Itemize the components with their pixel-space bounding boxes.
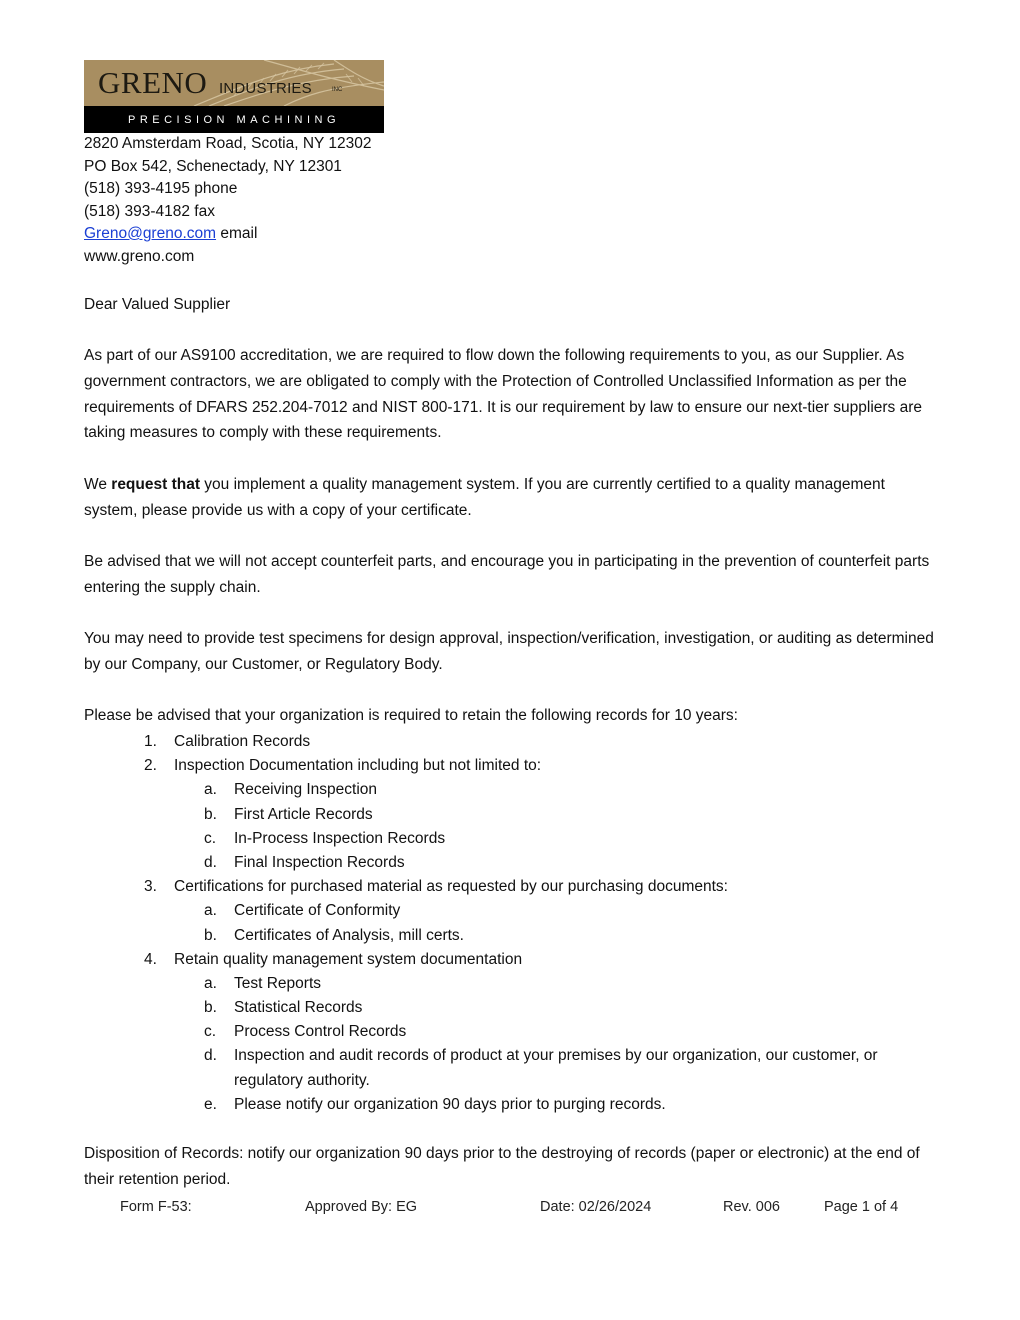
paragraph-quality-system [84, 472, 934, 524]
sub-list-item [84, 803, 934, 827]
records-list [84, 730, 934, 1117]
sub-list-text: Receiving Inspection [234, 781, 378, 799]
company-logo [84, 60, 384, 133]
greeting: Dear Valued Supplier [84, 296, 231, 313]
po-box: PO Box 542, Schenectady, NY 12301 [84, 157, 342, 175]
fax-number: (518) 393-4182 fax [84, 202, 215, 220]
footer-form-number: Form F-53: [120, 1199, 192, 1215]
sub-list-text: Process Control Records [234, 1023, 407, 1041]
paragraph-as9100: As part of our AS9100 accreditation, we are required to flow down the following requirements to you, as our Supplier. As government contractors, we are obligated to comply with the Protection of Controlled Unclassified Information as per the requirements of DFARS 252.204-7012 and NIST 800-171. It is our requirement by law to ensure our next-tier suppliers are taking measures to comply with these requirements. [84, 347, 923, 442]
sub-list-item [84, 778, 934, 802]
sub-list-letter: d. [204, 853, 217, 871]
list-item [84, 754, 934, 778]
sub-list-letter: a. [204, 974, 217, 992]
sub-list-item [84, 1020, 934, 1044]
para2-bold: request that [111, 476, 200, 493]
sub-list-item [84, 827, 934, 851]
page-footer [0, 1196, 1020, 1218]
paragraph-disposition: Disposition of Records: notify our organization 90 days prior to the destroying of records (paper or electronic) at the end of their retention period. [84, 1145, 920, 1188]
sub-list-letter: c. [204, 829, 217, 847]
list-number: 1. [144, 733, 157, 750]
sub-list-text: First Article Records [234, 805, 373, 823]
sub-list-letter: a. [204, 781, 217, 799]
list-text: Calibration Records [174, 733, 311, 750]
sub-list-letter: a. [204, 902, 217, 920]
sub-list-text: Statistical Records [234, 999, 363, 1017]
footer-date: Date: 02/26/2024 [540, 1199, 652, 1215]
phone-number: (518) 393-4195 phone [84, 180, 238, 197]
para2-rest: you implement a quality management system. If you are currently certified to a quality management system, please provide us with a copy of your certificate. [84, 476, 885, 519]
sub-list-item [84, 899, 934, 923]
sub-list-text: Certificates of Analysis, mill certs. [234, 926, 464, 944]
sub-list-text: Inspection and audit records of product at your premises by our organization, our customer, or regulatory authority. [234, 1047, 878, 1089]
email-link[interactable]: Greno@greno.com [84, 225, 217, 242]
sub-list-item [84, 972, 934, 996]
footer-revision: Rev. 006 [723, 1199, 780, 1215]
list-number: 4. [144, 950, 157, 968]
list-item [84, 875, 934, 899]
list-text: Inspection Documentation including but not limited to: [174, 757, 542, 775]
logo-tagline: PRECISION MACHINING [127, 114, 340, 126]
street-address: 2820 Amsterdam Road, Scotia, NY 12302 [84, 135, 372, 152]
paragraph-test-specimens: You may need to provide test specimens for design approval, inspection/verification, investigation, or auditing as determined by our Company, our Customer, or Regulatory Body. [84, 630, 934, 673]
address-block [84, 133, 372, 268]
paragraph-counterfeit: Be advised that we will not accept counterfeit parts, and encourage you in participating in the prevention of counterfeit parts entering the supply chain. [84, 553, 930, 596]
list-item [84, 948, 934, 972]
logo-company-name: GRENO [98, 65, 208, 100]
email-line [84, 223, 372, 246]
sub-list-letter: e. [204, 1095, 217, 1113]
sub-list-letter: b. [204, 805, 217, 823]
sub-list-text: Test Reports [234, 974, 322, 992]
sub-list-letter: c. [204, 1023, 217, 1041]
para2-prefix: We [84, 476, 112, 493]
list-number: 3. [144, 878, 157, 896]
sub-list-letter: b. [204, 999, 217, 1017]
list-text: Retain quality management system documentation [174, 950, 523, 968]
logo-inc-text: INC [332, 87, 343, 93]
sub-list-text: Final Inspection Records [234, 853, 405, 871]
sub-list-text: Certificate of Conformity [234, 902, 401, 920]
sub-list-item [84, 1093, 934, 1117]
logo-industries-text: INDUSTRIES [219, 80, 312, 97]
list-text: Certifications for purchased material as requested by our purchasing documents: [174, 878, 728, 896]
website: www.greno.com [84, 247, 195, 265]
list-item [84, 730, 934, 754]
sub-list-item [84, 851, 934, 875]
email-label: email [216, 225, 258, 242]
logo-banner [84, 60, 384, 106]
sub-list-text: Please notify our organization 90 days prior to purging records. [234, 1095, 666, 1113]
sub-list-letter: b. [204, 926, 217, 944]
sub-list-item [84, 924, 934, 948]
footer-page-number: Page 1 of 4 [824, 1199, 899, 1215]
sub-list-letter: d. [204, 1047, 217, 1065]
sub-list-item [84, 996, 934, 1020]
sub-list-text: In-Process Inspection Records [234, 829, 446, 847]
sub-list-item [84, 1044, 934, 1092]
footer-approved-by: Approved By: EG [305, 1199, 418, 1215]
paragraph-retention: Please be advised that your organization is required to retain the following records for 10 years: [84, 707, 738, 724]
list-number: 2. [144, 757, 157, 775]
